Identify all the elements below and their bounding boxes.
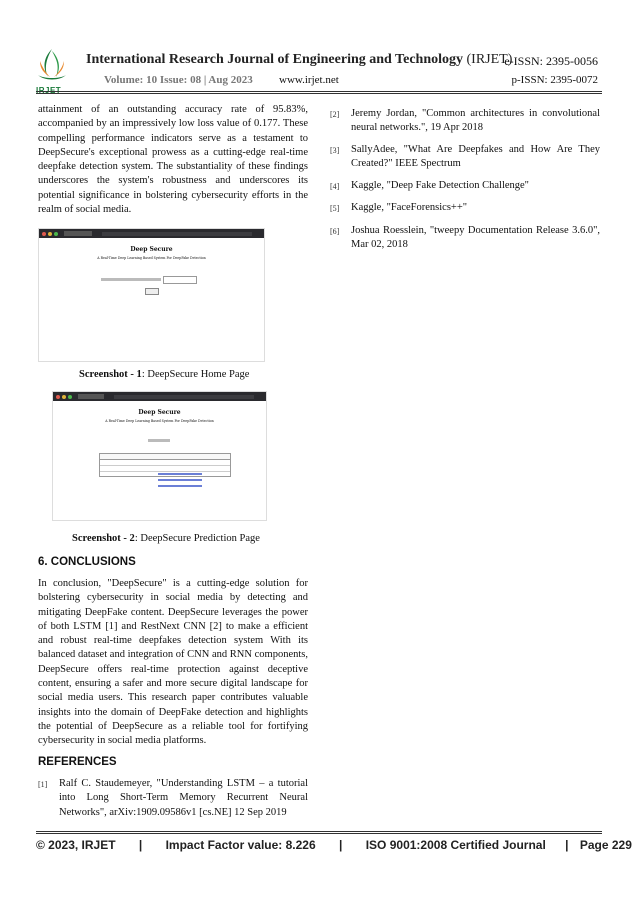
reference-text: Jeremy Jordan, "Common architectures in convolutional neural networks.", 19 Apr 2018 xyxy=(351,108,600,134)
website-link[interactable]: www.irjet.net xyxy=(279,74,339,86)
reference-item xyxy=(330,107,600,136)
irjet-logo-icon xyxy=(34,45,70,87)
submit-button xyxy=(145,288,159,295)
caption-2-text: : DeepSecure Prediction Page xyxy=(134,533,260,544)
footer-divider xyxy=(36,831,602,832)
app-title: Deep Secure xyxy=(130,246,173,253)
address-bar xyxy=(114,395,254,399)
eissn: e-ISSN: 2395-0056 xyxy=(504,54,598,68)
reference-number: [2] xyxy=(330,110,340,119)
footer-divider-2 xyxy=(36,833,602,834)
reference-number: [5] xyxy=(330,204,340,213)
page-number: Page 229 xyxy=(579,838,632,852)
volume-issue: Volume: 10 Issue: 08 | Aug 2023 xyxy=(104,74,253,86)
journal-title-text: International Research Journal of Engineering and Technology xyxy=(86,52,464,67)
reference-number: [4] xyxy=(330,182,340,191)
reference-item xyxy=(330,143,600,172)
minimize-dot-icon xyxy=(62,395,66,399)
screenshot-home-page xyxy=(38,228,265,362)
screenshot-2-caption xyxy=(72,533,260,544)
browser-tab xyxy=(64,231,92,236)
footer-separator: | xyxy=(138,838,143,852)
caption-1-label: Screenshot - 1 xyxy=(79,369,142,380)
conclusions-heading: 6. CONCLUSIONS xyxy=(38,556,136,568)
maximize-dot-icon xyxy=(54,232,58,236)
iso-certification: ISO 9001:2008 Certified Journal xyxy=(365,838,546,852)
app-subtitle: A Real-Time Deep Learning Based System For DeepFake Detection xyxy=(105,419,214,423)
reference-number: [6] xyxy=(330,227,340,236)
reference-item xyxy=(330,179,600,193)
close-dot-icon xyxy=(42,232,46,236)
status-text xyxy=(148,439,170,442)
reference-text: Ralf C. Staudemeyer, "Understanding LSTM – a tutorial into Long Short-Term Memory Recurrent Neural Networks", arXiv:1909.09586v1 [cs.NE] 12 Sep 2019 xyxy=(59,778,308,818)
url-input xyxy=(163,276,197,284)
pissn: p-ISSN: 2395-0072 xyxy=(511,74,598,86)
reference-text: Kaggle, "FaceForensics++" xyxy=(351,202,468,213)
caption-2-label: Screenshot - 2 xyxy=(72,533,135,544)
screenshot-1-caption xyxy=(79,369,249,380)
address-bar xyxy=(102,232,252,236)
results-table xyxy=(99,453,231,477)
browser-bar xyxy=(53,392,266,401)
reference-item xyxy=(330,201,600,215)
intro-paragraph: attainment of an outstanding accuracy rate of 95.83%, accompanied by an impressively low loss value of 0.177. These compelling performance indicators serve as a testament to DeepSecure's exceptional prowess as a cutting-edge real-time deepfake detection system. The substantiality of these findings underscores the system's robustness and underscores its potential significance in bolstering cybersecurity efforts in the realm of social media. xyxy=(38,104,308,216)
table-row xyxy=(100,472,230,477)
page-header xyxy=(0,0,638,94)
close-dot-icon xyxy=(56,395,60,399)
form-label xyxy=(101,278,161,281)
header-divider xyxy=(36,91,602,92)
reference-item xyxy=(330,224,600,253)
footer-separator: | xyxy=(565,838,569,852)
conclusions-paragraph: In conclusion, "DeepSecure" is a cutting-edge solution for bolstering cybersecurity in social media by detecting and mitigating DeepFake content. DeepSecure leverages the power of both LSTM [1] and RestNext CNN [2] to make a efficient and robust real-time deepfakes detection system With its balanced dataset and integration of CNN and RNN components, DeepSecure offers real-time protection against deceptive content, ensuring a safer and more secure digital landscape for social media users. This research paper contributes valuable insights into the domain of DeepFake detection and highlights the potential of DeepSecure as a reliable tool for fortifying cybersecurity in social media platforms. xyxy=(38,578,308,747)
reference-text: Kaggle, "Deep Fake Detection Challenge" xyxy=(351,180,529,191)
reference-item xyxy=(38,777,308,820)
footer-separator: | xyxy=(339,838,343,852)
screenshot-content xyxy=(39,238,264,361)
page-footer xyxy=(36,838,632,852)
browser-bar xyxy=(39,229,264,238)
app-subtitle: A Real-Time Deep Learning Based System For DeepFake Detection xyxy=(97,256,206,260)
header-divider-2 xyxy=(36,93,602,94)
maximize-dot-icon xyxy=(68,395,72,399)
screenshot-content xyxy=(53,401,266,520)
reference-number: [1] xyxy=(38,780,48,789)
app-title: Deep Secure xyxy=(138,409,181,416)
impact-factor: Impact Factor value: 8.226 xyxy=(165,838,316,852)
reference-number: [3] xyxy=(330,146,340,155)
journal-title xyxy=(86,52,512,68)
references-heading: REFERENCES xyxy=(38,756,117,768)
minimize-dot-icon xyxy=(48,232,52,236)
journal-abbr: (IRJET) xyxy=(466,52,513,67)
copyright: © 2023, IRJET xyxy=(36,838,116,852)
reference-text: SallyAdee, "What Are Deepfakes and How Are They Created?" IEEE Spectrum xyxy=(351,144,600,170)
caption-1-text: : DeepSecure Home Page xyxy=(141,369,250,380)
screenshot-prediction-page xyxy=(52,391,267,521)
reference-text: Joshua Roesslein, "tweepy Documentation Release 3.6.0", Mar 02, 2018 xyxy=(351,225,600,251)
browser-tab xyxy=(78,394,104,399)
